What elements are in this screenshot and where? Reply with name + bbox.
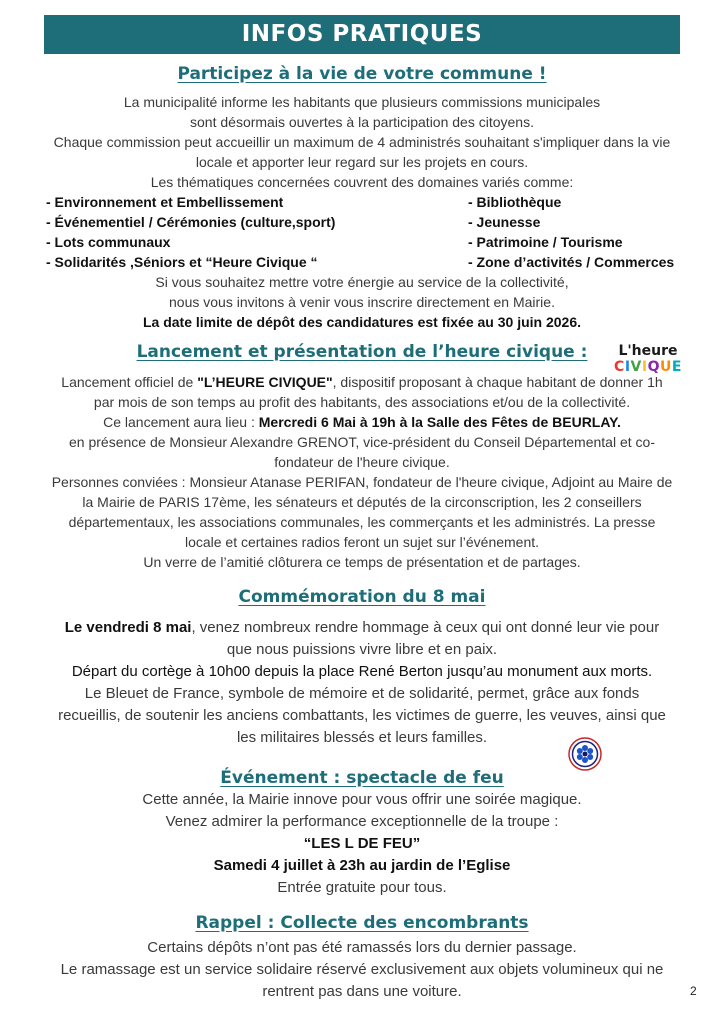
text-line: fondateur de l'heure civique. [274, 454, 450, 470]
text-line: les militaires blessés et leurs familles. [236, 729, 488, 746]
bleuet-seal-icon [568, 737, 602, 771]
list-item: - Jeunesse [468, 214, 541, 230]
text-line: départementaux, les associations communales, les commerçants et les administrés. La presse [68, 514, 656, 530]
section-title-heure-civique: Lancement et présentation de l’heure civique : [136, 342, 588, 362]
event-date: Samedi 4 juillet à 23h au jardin de l’Eglise [213, 857, 511, 874]
text-line: Le Bleuet de France, symbole de mémoire et de solidarité, permet, grâce aux fonds [84, 685, 640, 702]
section-title-participation: Participez à la vie de votre commune ! [177, 64, 547, 84]
text-part: , dispositif proposant à chaque habitant de donner 1h [332, 374, 663, 390]
text-bold: Le vendredi 8 mai [64, 619, 192, 636]
text-line: Départ du cortège à 10h00 depuis la place René Berton jusqu’au monument aux morts. [71, 663, 653, 680]
text-bold: Mercredi 6 Mai à 19h à la Salle des Fêtes de BEURLAY. [258, 414, 621, 430]
text-line: Venez admirer la performance exceptionnelle de la troupe : [165, 813, 559, 830]
text-part: Lancement officiel de [61, 374, 198, 390]
text-line: rentrent pas dans une voiture. [262, 983, 462, 1000]
list-item: - Bibliothèque [468, 194, 562, 210]
text-line: Les thématiques concernées couvrent des domaines variés comme: [150, 174, 574, 190]
logo-letter: C [614, 359, 625, 375]
logo-letter: U [660, 359, 672, 375]
text-line: nous vous invitons à venir vous inscrire directement en Mairie. [169, 294, 555, 310]
text-line: Cette année, la Mairie innove pour vous offrir une soirée magique. [142, 791, 582, 808]
list-item: - Lots communaux [46, 234, 171, 250]
text-line: Personnes conviées : Monsieur Atanase PERIFAN, fondateur de l'heure civique, Adjoint au Maire de [51, 474, 673, 490]
text-line: Un verre de l’amitié clôturera ce temps de présentation et de partages. [143, 554, 581, 570]
list-item: - Zone d’activités / Commerces [468, 254, 675, 270]
text-line: en présence de Monsieur Alexandre GRENOT, vice-président du Conseil Départemental et co- [69, 434, 655, 450]
text-line [20, 618, 704, 638]
list-item: - Solidarités ,Séniors et “Heure Civique “ [46, 254, 318, 270]
logo-line-1: L'heure [618, 343, 678, 359]
logo-letter: V [630, 359, 642, 375]
text-line: que nous puissions vivre libre et en paix. [226, 641, 498, 658]
troupe-name: “LES L DE FEU” [303, 835, 421, 852]
text-line: Le ramassage est un service solidaire réservé exclusivement aux objets volumineux qui ne [60, 961, 664, 978]
deadline-text: La date limite de dépôt des candidatures est fixée au 30 juin 2026. [142, 314, 582, 330]
text-line: sont désormais ouvertes à la participation des citoyens. [190, 114, 534, 130]
section-title-commemoration: Commémoration du 8 mai [238, 587, 486, 607]
text-line: Si vous souhaitez mettre votre énergie au service de la collectivité, [155, 274, 569, 290]
text-line: Certains dépôts n’ont pas été ramassés lors du dernier passage. [147, 939, 577, 956]
text-line: par mois de son temps au profit des habitants, des associations et/ou de la collectivité. [93, 394, 631, 410]
text-line: recueillis, de soutenir les anciens combattants, les victimes de guerre, les veuves, ainsi que [58, 707, 666, 724]
logo-letter: I [641, 359, 648, 375]
list-item: - Patrimoine / Tourisme [468, 234, 623, 250]
text-bold: "L’HEURE CIVIQUE" [197, 374, 333, 390]
text-line [20, 372, 704, 392]
logo-letter: I [624, 359, 631, 375]
text-line: Chaque commission peut accueillir un maximum de 4 administrés souhaitant s'impliquer dans la vie [53, 134, 671, 150]
text-line: locale et certaines radios feront un sujet sur l’événement. [184, 534, 540, 550]
page-number: 2 [690, 984, 697, 998]
text-line: locale et apporter leur regard sur les projets en cours. [195, 154, 529, 170]
page-banner: INFOS PRATIQUES [44, 15, 680, 54]
text-line [20, 412, 704, 432]
text-line: la Mairie de PARIS 17ème, les sénateurs et députés de la circonscription, les 2 conseillers [82, 494, 642, 510]
text-line: Entrée gratuite pour tous. [277, 879, 447, 896]
text-part: Ce lancement aura lieu : [103, 414, 259, 430]
text-part: , venez nombreux rendre hommage à ceux qui ont donné leur vie pour [191, 619, 660, 636]
text-line: La municipalité informe les habitants que plusieurs commissions municipales [123, 94, 601, 110]
list-item: - Environnement et Embellissement [46, 194, 284, 210]
list-item: - Événementiel / Cérémonies (culture,sport) [46, 214, 336, 230]
logo-letter: E [671, 359, 682, 375]
section-title-spectacle: Événement : spectacle de feu [220, 768, 504, 788]
section-title-encombrants: Rappel : Collecte des encombrants [195, 913, 529, 933]
logo-letter: Q [647, 359, 660, 375]
